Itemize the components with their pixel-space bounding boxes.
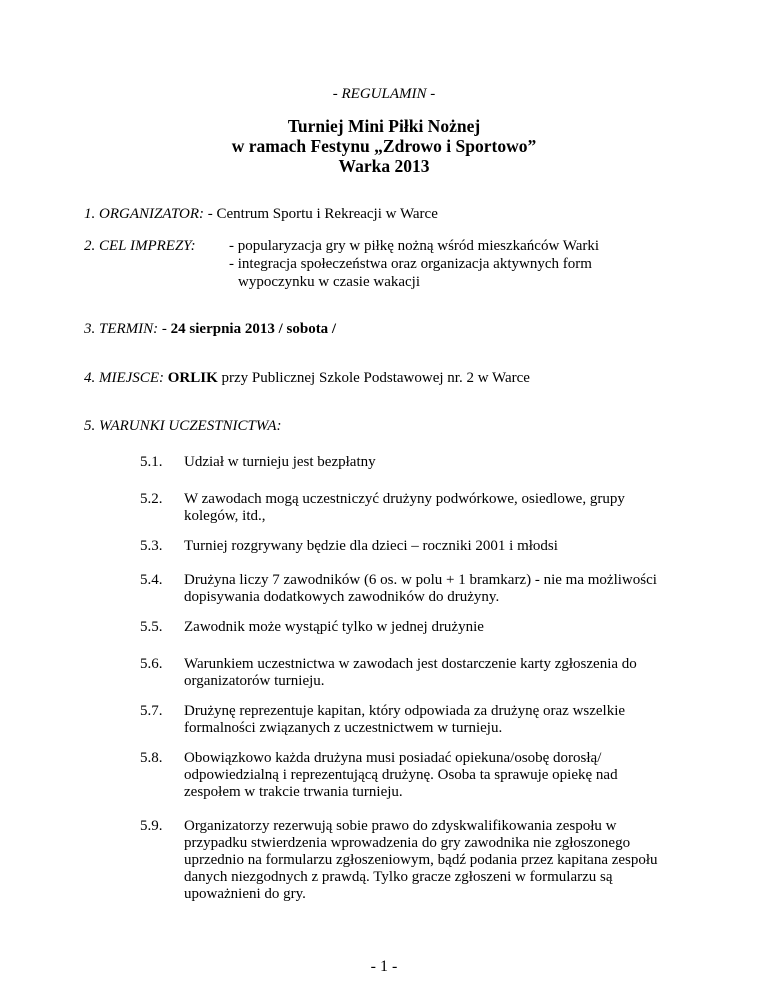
item-text-line: danych niezgodnych z prawdą. Tylko gracze zgłoszeni w formularzu są (184, 869, 613, 885)
title-line-3: Warka 2013 (338, 156, 430, 176)
item-number: 5.4. (140, 572, 163, 588)
item-number: 5.7. (140, 703, 163, 719)
item-text-line: odpowiedzialną i reprezentującą drużynę. Osoba ta sprawuje opiekę nad (184, 767, 618, 783)
item-text-line: Obowiązkowo każda drużyna musi posiadać opiekuna/osobę dorosłą/ (184, 750, 602, 766)
item-text-line: Turniej rozgrywany będzie dla dzieci – roczniki 2001 i młodsi (184, 538, 558, 554)
termin-label: 3. TERMIN: (84, 321, 159, 337)
item-number: 5.6. (140, 656, 163, 672)
cel-line-2: - integracja społeczeństwa oraz organizacja aktywnych form (229, 256, 592, 272)
miejsce-rest: przy Publicznej Szkole Podstawowej nr. 2 w Warce (217, 370, 530, 386)
regulamin-label: - REGULAMIN - (332, 86, 436, 102)
cel-line-1: - popularyzacja gry w piłkę nożną wśród mieszkańców Warki (229, 238, 600, 254)
item-text-line: dopisywania dodatkowych zawodników do drużyny. (184, 589, 500, 605)
item-text-line: formalności związanych z uczestnictwem w turnieju. (184, 720, 503, 736)
item-text-line: Udział w turnieju jest bezpłatny (184, 454, 376, 470)
organizator-label: 1. ORGANIZATOR: (84, 206, 204, 222)
item-number: 5.3. (140, 538, 163, 554)
item-text-line: przypadku stwierdzenia wprowadzenia do gry zawodnika nie zgłoszonego (184, 835, 631, 851)
termin-date: 24 sierpnia 2013 / sobota / (170, 321, 337, 337)
item-text-line: uprzednio na formularzu zgłoszeniowym, bądź podania przez kapitana zespołu (184, 852, 658, 868)
item-text-line: zespołem w trakcie trwania turnieju. (184, 784, 403, 800)
cel-imprezy-label: 2. CEL IMPREZY: (84, 238, 196, 254)
item-text-line: Drużyna liczy 7 zawodników (6 os. w polu + 1 bramkarz) - nie ma możliwości (184, 572, 657, 588)
item-number: 5.1. (140, 454, 163, 470)
item-number: 5.9. (140, 818, 163, 834)
section-miejsce (84, 369, 530, 387)
item-text-line: Drużynę reprezentuje kapitan, który odpowiada za drużynę oraz wszelkie (184, 703, 626, 719)
miejsce-label: 4. MIEJSCE: (84, 370, 164, 386)
title-line-1: Turniej Mini Piłki Nożnej (287, 116, 481, 136)
item-text-line: W zawodach mogą uczestniczyć drużyny podwórkowe, osiedlowe, grupy (184, 491, 625, 507)
miejsce-place: ORLIK (167, 370, 218, 386)
section-organizator (84, 205, 438, 223)
item-number: 5.8. (140, 750, 163, 766)
warunki-label: 5. WARUNKI UCZESTNICTWA: (84, 418, 282, 434)
section-termin (84, 320, 336, 338)
page-number: - 1 - (370, 958, 398, 975)
item-text-line: organizatorów turnieju. (184, 673, 325, 689)
organizator-text: - Centrum Sportu i Rekreacji w Warce (204, 206, 438, 222)
title-line-2: w ramach Festynu „Zdrowo i Sportowo” (231, 136, 537, 156)
item-number: 5.2. (140, 491, 163, 507)
cel-line-3: wypoczynku w czasie wakacji (238, 274, 421, 290)
item-number: 5.5. (140, 619, 163, 635)
item-text-line: kolegów, itd., (184, 508, 266, 524)
item-text-line: Warunkiem uczestnictwa w zawodach jest dostarczenie karty zgłoszenia do (184, 656, 637, 672)
item-text-line: upoważnieni do gry. (184, 886, 306, 902)
item-text-line: Zawodnik może wystąpić tylko w jednej drużynie (184, 619, 484, 635)
termin-dash: - (158, 321, 171, 337)
item-text-line: Organizatorzy rezerwują sobie prawo do zdyskwalifikowania zespołu w (184, 818, 617, 834)
